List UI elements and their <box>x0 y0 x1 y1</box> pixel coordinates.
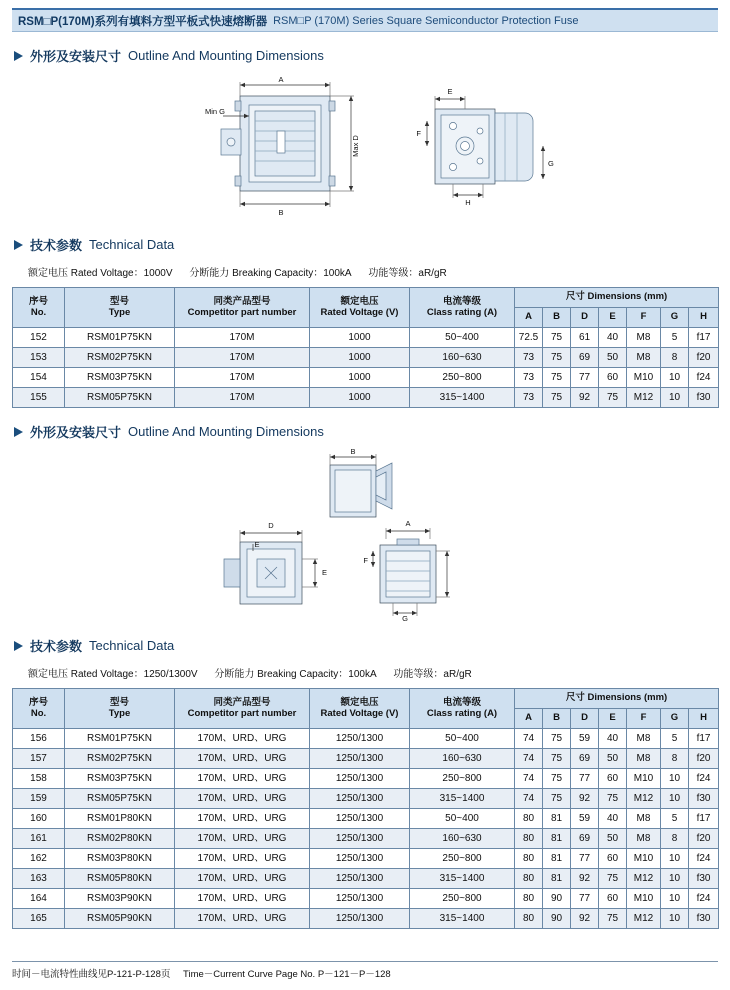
cell-dim-b: 90 <box>543 889 571 909</box>
cell-current: 160~630 <box>410 829 515 849</box>
section-title-cn: 技术参数 <box>30 639 83 654</box>
table-row <box>13 869 719 889</box>
cell-no: 153 <box>13 348 65 368</box>
cell-no: 156 <box>13 729 65 749</box>
dim-label-b: B <box>278 208 284 217</box>
cell-dim-h: f17 <box>689 729 719 749</box>
cell-dim-a: 74 <box>515 769 543 789</box>
cell-dim-e: 40 <box>599 729 627 749</box>
cell-competitor: 170M、URD、URG <box>175 829 310 849</box>
cell-current: 50~400 <box>410 328 515 348</box>
cell-dim-g: 10 <box>661 789 689 809</box>
cell-dim-e: 40 <box>599 809 627 829</box>
section-title-tech-1 <box>14 235 718 254</box>
th-type: 型号 Type <box>65 288 175 328</box>
cell-type: RSM03P75KN <box>65 368 175 388</box>
cell-voltage: 1250/1300 <box>310 869 410 889</box>
cell-dim-h: f30 <box>689 789 719 809</box>
cell-current: 160~630 <box>410 348 515 368</box>
cell-no: 152 <box>13 328 65 348</box>
th-no: 序号 No. <box>13 288 65 328</box>
cell-current: 315~1400 <box>410 909 515 929</box>
cell-competitor: 170M、URD、URG <box>175 909 310 929</box>
table-header-row <box>13 689 719 709</box>
cell-dim-d: 92 <box>571 388 599 408</box>
cell-current: 250~800 <box>410 889 515 909</box>
table-row <box>13 749 719 769</box>
cell-voltage: 1250/1300 <box>310 909 410 929</box>
dim-label-a: A <box>405 519 411 528</box>
section-title-cn: 技术参数 <box>30 238 83 253</box>
cell-dim-d: 77 <box>571 889 599 909</box>
th-dim-e: E <box>599 308 627 328</box>
cell-competitor: 170M、URD、URG <box>175 729 310 749</box>
cell-current: 315~1400 <box>410 388 515 408</box>
spec-table-1-body <box>13 328 719 408</box>
th-competitor: 同类产品型号 Competitor part number <box>175 689 310 729</box>
table-row <box>13 789 719 809</box>
cell-dim-g: 10 <box>661 909 689 929</box>
cell-dim-h: f24 <box>689 849 719 869</box>
page-footer <box>12 961 718 980</box>
cell-dim-d: 59 <box>571 809 599 829</box>
cell-dim-g: 10 <box>661 869 689 889</box>
cell-voltage: 1250/1300 <box>310 789 410 809</box>
cell-dim-e: 60 <box>599 769 627 789</box>
dim-label-e-inner: E <box>254 540 260 549</box>
cell-voltage: 1250/1300 <box>310 829 410 849</box>
dim-label-b: B <box>350 447 356 456</box>
triangle-bullet-icon <box>14 240 23 250</box>
cell-dim-f: M8 <box>627 328 661 348</box>
cell-dim-f: M10 <box>627 368 661 388</box>
table-row <box>13 729 719 749</box>
cell-dim-e: 60 <box>599 889 627 909</box>
cell-dim-a: 80 <box>515 889 543 909</box>
cell-type: RSM03P80KN <box>65 849 175 869</box>
drawing-outline-2 <box>12 447 718 622</box>
cell-dim-e: 60 <box>599 368 627 388</box>
cell-dim-d: 61 <box>571 328 599 348</box>
th-current: 电流等级 Class rating (A) <box>410 288 515 328</box>
cell-voltage: 1250/1300 <box>310 809 410 829</box>
cell-dim-e: 75 <box>599 909 627 929</box>
cell-voltage: 1250/1300 <box>310 769 410 789</box>
cell-dim-d: 77 <box>571 769 599 789</box>
footer-text-cn: 时间－电流特性曲线见P-121-P-128页 <box>12 969 171 980</box>
th-dim-g: G <box>661 709 689 729</box>
cell-type: RSM05P75KN <box>65 388 175 408</box>
cell-dim-f: M8 <box>627 809 661 829</box>
cell-no: 154 <box>13 368 65 388</box>
fuse-drawing-three-views <box>165 447 565 622</box>
cell-dim-h: f20 <box>689 749 719 769</box>
cell-dim-f: M12 <box>627 909 661 929</box>
cell-dim-a: 74 <box>515 789 543 809</box>
cell-dim-g: 5 <box>661 328 689 348</box>
th-competitor: 同类产品型号 Competitor part number <box>175 288 310 328</box>
cell-competitor: 170M <box>175 388 310 408</box>
th-dim-g: G <box>661 308 689 328</box>
cell-dim-g: 10 <box>661 388 689 408</box>
cell-dim-h: f30 <box>689 869 719 889</box>
cell-competitor: 170M、URD、URG <box>175 749 310 769</box>
triangle-bullet-icon <box>14 641 23 651</box>
cell-dim-d: 69 <box>571 749 599 769</box>
cell-dim-b: 81 <box>543 869 571 889</box>
th-dimensions: 尺寸 Dimensions (mm) <box>515 288 719 308</box>
cell-current: 160~630 <box>410 749 515 769</box>
params-line-2 <box>28 665 718 680</box>
th-dim-f: F <box>627 709 661 729</box>
spec-table-1 <box>12 287 719 408</box>
cell-type: RSM03P75KN <box>65 769 175 789</box>
cell-dim-f: M12 <box>627 869 661 889</box>
fuse-drawing-front-and-side <box>165 71 565 221</box>
cell-dim-b: 75 <box>543 348 571 368</box>
th-dim-d: D <box>571 709 599 729</box>
cell-voltage: 1250/1300 <box>310 849 410 869</box>
breaking-capacity-text: 分断能力 Breaking Capacity：100kA <box>214 669 377 680</box>
th-no: 序号 No. <box>13 689 65 729</box>
cell-dim-h: f24 <box>689 889 719 909</box>
th-dim-e: E <box>599 709 627 729</box>
triangle-bullet-icon <box>14 427 23 437</box>
cell-competitor: 170M <box>175 348 310 368</box>
th-dim-a: A <box>515 709 543 729</box>
cell-dim-e: 50 <box>599 749 627 769</box>
cell-no: 164 <box>13 889 65 909</box>
th-dim-d: D <box>571 308 599 328</box>
cell-no: 161 <box>13 829 65 849</box>
dim-label-f: F <box>363 556 368 565</box>
cell-type: RSM02P75KN <box>65 348 175 368</box>
cell-type: RSM01P75KN <box>65 729 175 749</box>
cell-competitor: 170M、URD、URG <box>175 769 310 789</box>
drawing-outline-1 <box>12 71 718 221</box>
th-dim-f: F <box>627 308 661 328</box>
cell-type: RSM03P90KN <box>65 889 175 909</box>
header-title-cn: RSM□P(170M)系列有填料方型平板式快速熔断器 <box>18 15 268 28</box>
page-header <box>12 8 718 32</box>
section-title-outline-2 <box>14 422 718 441</box>
cell-competitor: 170M、URD、URG <box>175 789 310 809</box>
cell-voltage: 1000 <box>310 388 410 408</box>
cell-dim-f: M8 <box>627 749 661 769</box>
class-text: 功能等级：aR/gR <box>368 268 447 279</box>
cell-dim-f: M10 <box>627 849 661 869</box>
cell-dim-a: 80 <box>515 909 543 929</box>
cell-no: 159 <box>13 789 65 809</box>
cell-dim-f: M8 <box>627 729 661 749</box>
cell-voltage: 1250/1300 <box>310 889 410 909</box>
table-row <box>13 849 719 869</box>
dim-label-g: G <box>548 159 554 168</box>
cell-dim-b: 81 <box>543 809 571 829</box>
cell-dim-g: 5 <box>661 729 689 749</box>
cell-dim-b: 81 <box>543 829 571 849</box>
cell-dim-e: 50 <box>599 829 627 849</box>
cell-current: 250~800 <box>410 769 515 789</box>
cell-voltage: 1000 <box>310 348 410 368</box>
rated-voltage-text: 额定电压 Rated Voltage：1000V <box>28 268 173 279</box>
cell-type: RSM02P75KN <box>65 749 175 769</box>
cell-dim-h: f24 <box>689 769 719 789</box>
table-header-row <box>13 288 719 308</box>
params-line-1 <box>28 264 718 279</box>
cell-dim-a: 80 <box>515 869 543 889</box>
cell-dim-d: 92 <box>571 909 599 929</box>
cell-dim-g: 10 <box>661 368 689 388</box>
cell-current: 250~800 <box>410 849 515 869</box>
cell-dim-g: 10 <box>661 849 689 869</box>
cell-dim-e: 40 <box>599 328 627 348</box>
cell-dim-f: M12 <box>627 388 661 408</box>
cell-dim-a: 73 <box>515 348 543 368</box>
rated-voltage-text: 额定电压 Rated Voltage：1250/1300V <box>28 669 198 680</box>
dim-label-d: D <box>268 521 274 530</box>
th-dim-h: H <box>689 709 719 729</box>
spec-table-2-body <box>13 729 719 929</box>
section-title-tech-2 <box>14 636 718 655</box>
cell-competitor: 170M、URD、URG <box>175 869 310 889</box>
cell-dim-g: 5 <box>661 809 689 829</box>
section-title-en: Outline And Mounting Dimensions <box>128 48 324 63</box>
cell-no: 165 <box>13 909 65 929</box>
table-row <box>13 388 719 408</box>
cell-dim-g: 8 <box>661 829 689 849</box>
cell-type: RSM05P80KN <box>65 869 175 889</box>
cell-dim-d: 69 <box>571 348 599 368</box>
class-text: 功能等级：aR/gR <box>393 669 472 680</box>
cell-no: 158 <box>13 769 65 789</box>
table-row <box>13 889 719 909</box>
cell-dim-a: 80 <box>515 849 543 869</box>
cell-dim-d: 77 <box>571 368 599 388</box>
cell-dim-g: 8 <box>661 749 689 769</box>
cell-voltage: 1000 <box>310 368 410 388</box>
cell-dim-h: f20 <box>689 348 719 368</box>
table-row <box>13 328 719 348</box>
table-row <box>13 368 719 388</box>
footer-text-en: Time－Current Curve Page No. P－121－P－128 <box>183 969 391 980</box>
th-dim-b: B <box>543 709 571 729</box>
cell-voltage: 1000 <box>310 328 410 348</box>
cell-current: 50~400 <box>410 729 515 749</box>
dim-label-max-d: Max D <box>351 135 360 157</box>
cell-dim-h: f20 <box>689 829 719 849</box>
cell-no: 160 <box>13 809 65 829</box>
cell-dim-b: 75 <box>543 789 571 809</box>
section-title-en: Outline And Mounting Dimensions <box>128 424 324 439</box>
cell-dim-e: 75 <box>599 388 627 408</box>
cell-no: 162 <box>13 849 65 869</box>
th-dimensions: 尺寸 Dimensions (mm) <box>515 689 719 709</box>
cell-dim-b: 90 <box>543 909 571 929</box>
table-row <box>13 909 719 929</box>
cell-dim-d: 77 <box>571 849 599 869</box>
cell-dim-b: 75 <box>543 769 571 789</box>
table-row <box>13 769 719 789</box>
cell-dim-b: 75 <box>543 729 571 749</box>
th-dim-a: A <box>515 308 543 328</box>
cell-dim-e: 50 <box>599 348 627 368</box>
cell-dim-a: 74 <box>515 749 543 769</box>
table-row <box>13 348 719 368</box>
cell-dim-h: f17 <box>689 328 719 348</box>
cell-type: RSM02P80KN <box>65 829 175 849</box>
section-title-cn: 外形及安装尺寸 <box>30 425 122 440</box>
triangle-bullet-icon <box>14 51 23 61</box>
spec-table-2 <box>12 688 719 929</box>
cell-current: 50~400 <box>410 809 515 829</box>
cell-current: 250~800 <box>410 368 515 388</box>
cell-competitor: 170M <box>175 328 310 348</box>
th-voltage: 额定电压 Rated Voltage (V) <box>310 689 410 729</box>
cell-dim-e: 60 <box>599 849 627 869</box>
breaking-capacity-text: 分断能力 Breaking Capacity：100kA <box>189 268 352 279</box>
cell-dim-b: 81 <box>543 849 571 869</box>
cell-dim-d: 59 <box>571 729 599 749</box>
cell-dim-b: 75 <box>543 368 571 388</box>
cell-dim-f: M8 <box>627 829 661 849</box>
cell-dim-e: 75 <box>599 869 627 889</box>
cell-current: 315~1400 <box>410 869 515 889</box>
cell-no: 163 <box>13 869 65 889</box>
cell-dim-d: 92 <box>571 869 599 889</box>
dim-label-h: H <box>465 198 471 207</box>
cell-dim-h: f17 <box>689 809 719 829</box>
cell-dim-g: 10 <box>661 889 689 909</box>
dim-label-e: E <box>447 87 453 96</box>
cell-dim-b: 75 <box>543 328 571 348</box>
cell-dim-f: M10 <box>627 769 661 789</box>
dim-label-a: A <box>278 75 284 84</box>
cell-voltage: 1250/1300 <box>310 749 410 769</box>
dim-label-f: F <box>416 129 421 138</box>
section-title-cn: 外形及安装尺寸 <box>30 49 122 64</box>
cell-dim-f: M10 <box>627 889 661 909</box>
section-title-en: Technical Data <box>89 237 175 252</box>
cell-dim-a: 72.5 <box>515 328 543 348</box>
cell-competitor: 170M <box>175 368 310 388</box>
cell-type: RSM05P75KN <box>65 789 175 809</box>
cell-type: RSM05P90KN <box>65 909 175 929</box>
section-title-outline-1 <box>14 46 718 65</box>
cell-current: 315~1400 <box>410 789 515 809</box>
th-dim-b: B <box>543 308 571 328</box>
header-title-en: RSM□P (170M) Series Square Semiconductor Protection Fuse <box>273 14 579 27</box>
dim-label-e-right: E <box>322 568 328 577</box>
cell-competitor: 170M、URD、URG <box>175 889 310 909</box>
th-voltage: 额定电压 Rated Voltage (V) <box>310 288 410 328</box>
cell-dim-b: 75 <box>543 388 571 408</box>
cell-dim-a: 80 <box>515 809 543 829</box>
cell-dim-g: 10 <box>661 769 689 789</box>
dim-label-g: G <box>402 614 408 622</box>
cell-dim-g: 8 <box>661 348 689 368</box>
cell-voltage: 1250/1300 <box>310 729 410 749</box>
cell-dim-a: 80 <box>515 829 543 849</box>
cell-dim-h: f30 <box>689 388 719 408</box>
cell-dim-b: 75 <box>543 749 571 769</box>
cell-competitor: 170M、URD、URG <box>175 849 310 869</box>
cell-dim-a: 74 <box>515 729 543 749</box>
cell-dim-d: 69 <box>571 829 599 849</box>
th-current: 电流等级 Class rating (A) <box>410 689 515 729</box>
cell-no: 157 <box>13 749 65 769</box>
cell-dim-a: 73 <box>515 388 543 408</box>
page <box>0 8 730 990</box>
cell-type: RSM01P80KN <box>65 809 175 829</box>
cell-dim-f: M8 <box>627 348 661 368</box>
cell-competitor: 170M、URD、URG <box>175 809 310 829</box>
th-type: 型号 Type <box>65 689 175 729</box>
section-title-en: Technical Data <box>89 638 175 653</box>
cell-dim-h: f30 <box>689 909 719 929</box>
cell-type: RSM01P75KN <box>65 328 175 348</box>
table-row <box>13 829 719 849</box>
table-row <box>13 809 719 829</box>
cell-dim-a: 73 <box>515 368 543 388</box>
cell-dim-e: 75 <box>599 789 627 809</box>
dim-label-min-g: Min G <box>205 107 226 116</box>
cell-no: 155 <box>13 388 65 408</box>
cell-dim-h: f24 <box>689 368 719 388</box>
cell-dim-f: M12 <box>627 789 661 809</box>
th-dim-h: H <box>689 308 719 328</box>
cell-dim-d: 92 <box>571 789 599 809</box>
